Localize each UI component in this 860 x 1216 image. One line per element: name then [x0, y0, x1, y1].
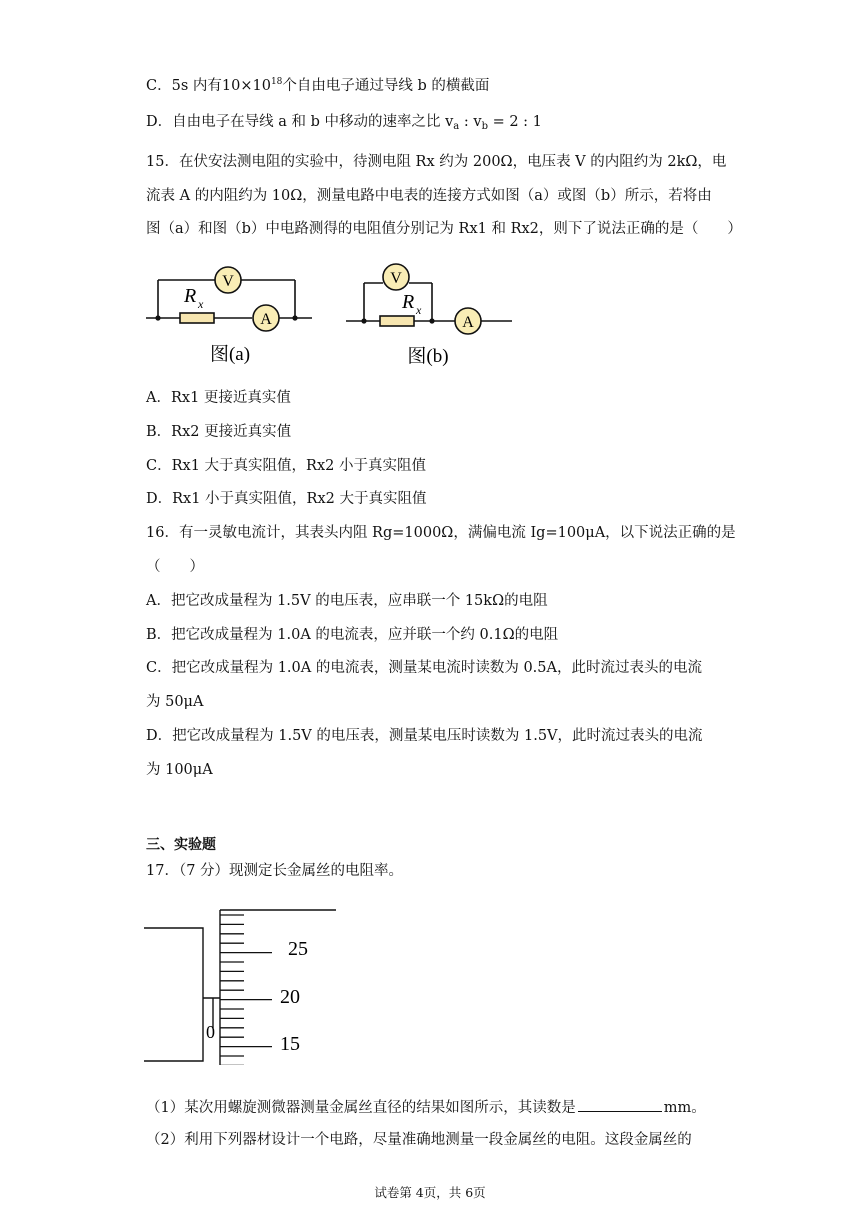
micrometer-diagram: [140, 905, 345, 1065]
q16-option-d-line2: 为 100μA: [146, 762, 213, 778]
q15-option-b: B．Rx2 更接近真实值: [146, 424, 292, 440]
q14-d-text-post: = 2 : 1: [487, 114, 542, 130]
circuit-diagram-a: [140, 258, 320, 370]
circuit-diagram-b: [340, 258, 520, 370]
q17-part1: [146, 1097, 706, 1118]
q16-option-c-line2: 为 50μA: [146, 694, 204, 710]
q14-c-text-pre: C．5s 内有: [146, 78, 222, 94]
q16-option-a: A．把它改成量程为 1.5V 的电压表，应串联一个 15kΩ的电阻: [146, 593, 548, 609]
micrometer-label-25: 25: [288, 938, 308, 960]
fig-a-voltmeter-label: V: [222, 273, 234, 290]
answer-blank[interactable]: [578, 1097, 662, 1112]
section-title: 三、实验题: [146, 837, 216, 853]
fig-a-resistor-label: R: [184, 285, 197, 307]
q16-stem-line2: （ ）: [146, 559, 204, 575]
micrometer-label-15: 15: [280, 1033, 300, 1055]
q17-part1-text: （1）某次用螺旋测微器测量金属丝直径的结果如图所示，其读数是: [146, 1100, 576, 1116]
q16-stem-line1: 16．有一灵敏电流计，其表头内阻 Rg=1000Ω，满偏电流 Ig=100μA，以下说法正确的是: [146, 525, 736, 541]
q16-option-b: B．把它改成量程为 1.0A 的电流表，应并联一个约 0.1Ω的电阻: [146, 627, 559, 643]
q17-stem: 17．（7 分）现测定长金属丝的电阻率。: [146, 863, 404, 879]
micrometer-zero-label: 0: [206, 1022, 215, 1042]
q14-d-sub-b: b: [481, 121, 488, 132]
q16-option-c-line1: C．把它改成量程为 1.0A 的电流表，测量某电流时读数为 0.5A，此时流过表头的电流: [146, 660, 702, 676]
q14-c-math: 10×10: [221, 78, 271, 94]
q14-d-text-mid: : v: [459, 114, 482, 130]
q15-option-a: A．Rx1 更接近真实值: [146, 390, 291, 406]
q17-part1-unit: mm。: [663, 1100, 706, 1116]
fig-a-caption: 图(a): [209, 344, 251, 365]
fig-a-ammeter-label: A: [260, 311, 272, 328]
q14-option-d: [146, 112, 542, 137]
q14-c-exponent: 18: [270, 77, 283, 87]
q14-c-text-post: 个自由电子通过导线 b 的横截面: [282, 78, 490, 94]
q15-stem-line2: 流表 A 的内阻约为 10Ω，测量电路中电表的连接方式如图（a）或图（b）所示，若将由: [146, 188, 712, 204]
fig-b-ammeter-label: A: [462, 314, 474, 331]
q15-option-c: C．Rx1 大于真实阻值，Rx2 小于真实阻值: [146, 458, 426, 474]
micrometer-label-20: 20: [280, 986, 300, 1008]
q17-part2: （2）利用下列器材设计一个电路，尽量准确地测量一段金属丝的电阻。这段金属丝的: [146, 1132, 692, 1148]
fig-b-resistor-label: R: [402, 291, 415, 313]
fig-b-resistor-sub: x: [416, 303, 422, 317]
fig-a-resistor-sub: x: [198, 297, 204, 311]
fig-b-voltmeter-label: V: [390, 270, 402, 287]
q14-d-sub-a: a: [453, 121, 460, 132]
q15-stem-line3: 图（a）和图（b）中电路测得的电阻值分别记为 Rx1 和 Rx2，则下了说法正确的是（ ）: [146, 221, 742, 237]
q14-option-c: [146, 72, 489, 96]
q14-d-text-pre: D．自由电子在导线 a 和 b 中移动的速率之比 v: [146, 114, 454, 130]
fig-b-caption: 图(b): [407, 346, 449, 367]
page-footer: 试卷第 4页，共 6页: [374, 1185, 486, 1200]
q15-option-d: D．Rx1 小于真实阻值，Rx2 大于真实阻值: [146, 491, 427, 507]
q16-option-d-line1: D．把它改成量程为 1.5V 的电压表，测量某电压时读数为 1.5V，此时流过表头的电流: [146, 728, 703, 744]
q15-stem-line1: 15．在伏安法测电阻的实验中，待测电阻 Rx 约为 200Ω，电压表 V 的内阻约为 2kΩ，电: [146, 154, 727, 170]
